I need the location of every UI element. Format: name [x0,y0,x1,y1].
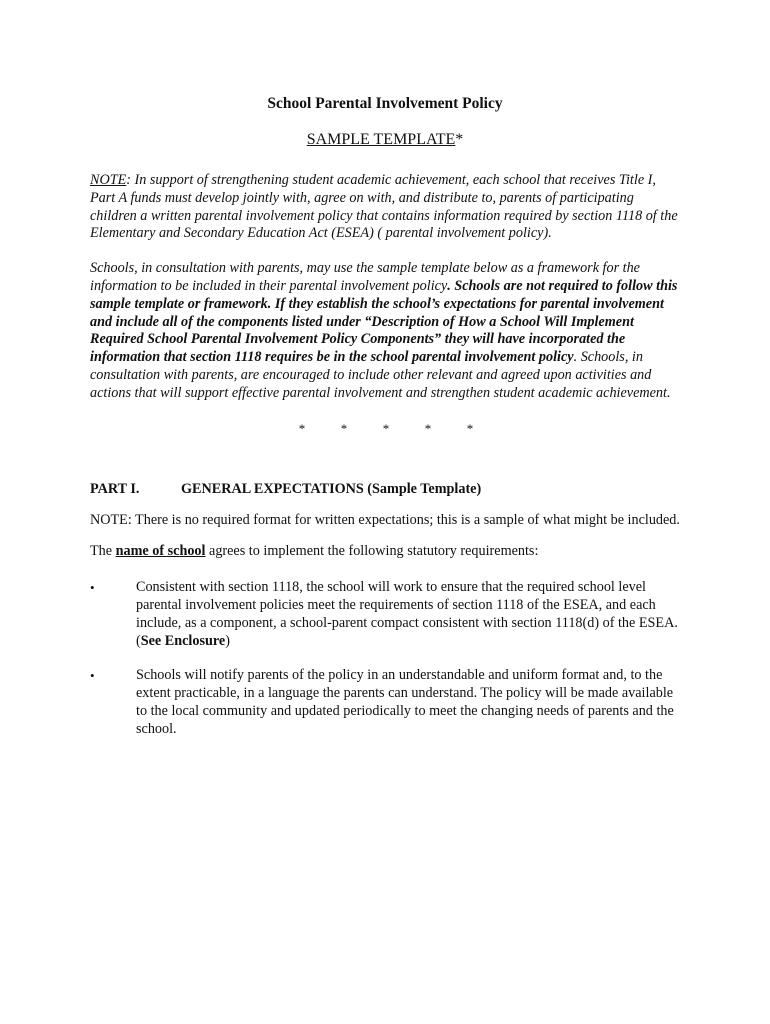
separator-star: * [466,420,474,436]
list-item-text [136,579,680,650]
intro-before: The [90,543,116,560]
note-label: NOTE [90,172,127,188]
bullet-text: Schools will notify parents of the policy in an understandable and uniform format and, to the extent practicable, in a language the parents can understand. The policy will be made available to the local community and updated periodically to meet the changing needs of parents and the school. [136,667,674,737]
list-item [90,579,680,650]
format-note: NOTE: There is no required format for written expectations; this is a sample of what might be included. [90,511,680,528]
note-text: : In support of strengthening student academic achievement, each school that receives Title I, Part A funds must develop jointly with, agree on with, and distribute to, parents of participating children a written parental involvement policy that contains information required by section 1118 of the Elementary and Secondary Education Act (ESEA) ( parental involvement policy). [90,172,678,242]
bullet-end: ) [225,632,230,649]
framework-text-1: Schools, in consultation with parents, may use the sample template below as a framework for the information to be included in their parental involvement policy [90,260,640,294]
separator-star: * [298,420,306,436]
framework-dot: . [447,277,451,294]
separator-star: * [340,420,348,436]
part-heading [90,480,680,498]
bullet-text: Consistent with section 1118, the school will work to ensure that the required school level parental involvement policies meet the requirements of section 1118 of the ESEA, and each include, as a component, a school-parent compact consistent with section 1118(d) of the ESEA. ( [136,579,678,649]
part-title: GENERAL EXPECTATIONS (Sample Template) [181,480,482,497]
document-title: School Parental Involvement Policy [267,95,503,112]
separator-star: * [382,420,390,436]
separator-star: * [424,420,432,436]
bullet-marker: • [90,580,95,596]
document-subtitle [90,130,680,150]
section-separator [90,420,680,438]
subtitle-text: SAMPLE TEMPLATE [306,131,456,148]
subtitle-asterisk: * [455,131,464,148]
framework-text-bold: Schools are not required to follow this sample template or framework. If they establish the school’s expectations for parental involvement and include all of the components listed under “Description of How a School Will Implement Required School Parental Involvement Policy Components” they will have incorporated the information that section 1118 requires be in the school parental involvement policy [90,277,678,366]
note-paragraph [90,172,680,243]
list-item [90,667,680,738]
intro-after: agrees to implement the following statutory requirements: [205,543,539,560]
intro-paragraph [90,543,680,561]
document-page [90,94,680,756]
framework-text-3: . Schools, in consultation with parents, are encouraged to include other relevant and agreed upon activities and actions that will support effective parental involvement and strengthen student academic achievement. [90,349,671,401]
school-name-placeholder: name of school [115,543,206,560]
bullet-bold: See Enclosure [140,632,226,649]
part-number: PART I. [90,480,140,497]
list-item-text [136,667,680,738]
framework-paragraph [90,260,680,402]
bullet-marker: • [90,668,95,684]
